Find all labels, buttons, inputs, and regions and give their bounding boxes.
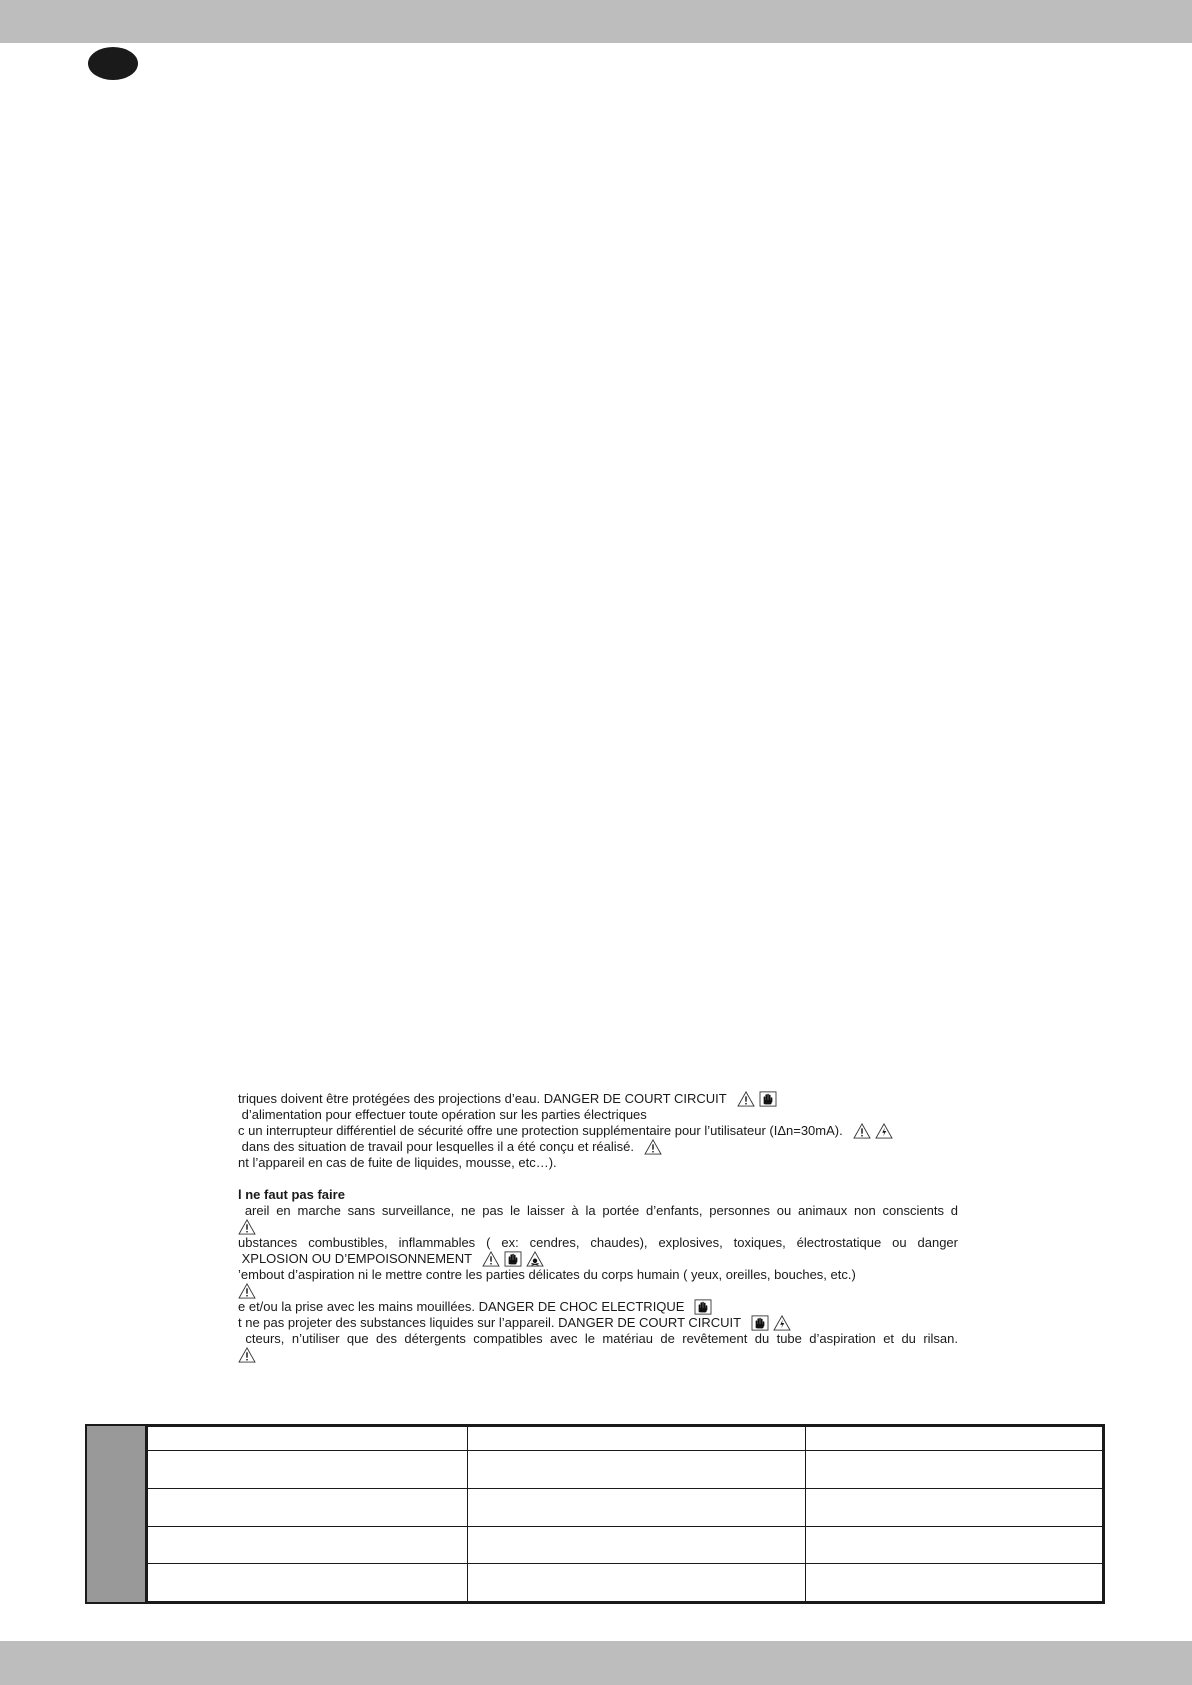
line-text: t ne pas projeter des substances liquides sur l’appareil. DANGER DE COURT CIRCUIT	[238, 1315, 742, 1330]
text-line	[238, 1219, 958, 1235]
table-cell	[806, 1564, 1103, 1602]
bottom-footer-bar	[0, 1641, 1192, 1685]
hand-square-icon	[759, 1091, 777, 1107]
table-row	[148, 1427, 1103, 1451]
table-cell	[806, 1526, 1103, 1564]
text-line	[238, 1251, 958, 1267]
warning-triangle-icon	[238, 1283, 256, 1299]
table-cell	[468, 1427, 806, 1451]
warning-triangle-icon	[737, 1091, 755, 1107]
warning-triangle-icon	[238, 1219, 256, 1235]
hazard-icons	[853, 1123, 893, 1139]
table-cell	[148, 1488, 468, 1526]
text-line	[238, 1283, 958, 1299]
line-text: c un interrupteur différentiel de sécurité offre une protection supplémentaire pour l’utilisateur (IΔn=30mA).	[238, 1123, 843, 1138]
table-grid	[147, 1426, 1103, 1602]
hazard-icons	[751, 1315, 791, 1331]
hazard-icons	[644, 1139, 662, 1155]
line-text: d’alimentation pour effectuer toute opération sur les parties électriques	[238, 1107, 647, 1122]
table-cell	[148, 1451, 468, 1489]
section-heading: l ne faut pas faire	[238, 1187, 345, 1202]
text-line	[238, 1347, 958, 1363]
language-badge	[88, 47, 138, 80]
line-text: ubstances combustibles, inflammables ( ex: cendres, chaudes), explosives, toxiques, électrostatique ou danger	[238, 1235, 958, 1250]
table-cell	[148, 1427, 468, 1451]
text-line	[238, 1155, 958, 1171]
text-line	[238, 1107, 958, 1123]
line-text: ’embout d’aspiration ni le mettre contre les parties délicates du corps humain ( yeux, oreilles, bouches, etc.)	[238, 1267, 856, 1282]
table-cell	[148, 1526, 468, 1564]
line-text: nt l’appareil en cas de fuite de liquides, mousse, etc…).	[238, 1155, 557, 1170]
table-cell	[468, 1564, 806, 1602]
table-row	[148, 1451, 1103, 1489]
line-text: e et/ou la prise avec les mains mouillées. DANGER DE CHOC ELECTRIQUE	[238, 1299, 685, 1314]
hazard-icons	[238, 1347, 256, 1363]
warning-triangle-icon	[238, 1347, 256, 1363]
text-line	[238, 1139, 958, 1155]
lightning-triangle-icon	[875, 1123, 893, 1139]
text-line	[238, 1299, 958, 1315]
warning-triangle-icon	[644, 1139, 662, 1155]
lightning-triangle-icon	[773, 1315, 791, 1331]
text-line	[238, 1123, 958, 1139]
text-line	[238, 1331, 958, 1347]
hazard-icons	[694, 1299, 712, 1315]
warning-triangle-icon	[853, 1123, 871, 1139]
table-row	[148, 1488, 1103, 1526]
table-cell	[468, 1451, 806, 1489]
text-line	[238, 1235, 958, 1251]
table-side-label	[87, 1426, 147, 1602]
text-line	[238, 1315, 958, 1331]
specification-table	[85, 1424, 1105, 1604]
line-text: dans des situation de travail pour lesquelles il a été conçu et réalisé.	[238, 1139, 635, 1154]
table-cell	[806, 1488, 1103, 1526]
table-cell	[148, 1564, 468, 1602]
table-cell	[806, 1427, 1103, 1451]
spacer	[238, 1171, 958, 1187]
warning-triangle-icon	[482, 1251, 500, 1267]
safety-instructions	[238, 1091, 958, 1363]
hazard-icons	[482, 1251, 544, 1267]
skull-triangle-icon	[526, 1251, 544, 1267]
hand-square-icon	[751, 1315, 769, 1331]
text-line	[238, 1267, 958, 1283]
table-row	[148, 1526, 1103, 1564]
table-row	[148, 1564, 1103, 1602]
text-line	[238, 1091, 958, 1107]
line-text: cteurs, n’utiliser que des détergents compatibles avec le matériau de revêtement du tube d’aspiration et du rilsan.	[238, 1331, 958, 1346]
hazard-icons	[737, 1091, 777, 1107]
top-header-bar	[0, 0, 1192, 43]
line-text: areil en marche sans surveillance, ne pas le laisser à la portée d’enfants, personnes ou animaux non conscients d	[238, 1203, 958, 1218]
hazard-icons	[238, 1219, 256, 1235]
hazard-icons	[238, 1283, 256, 1299]
line-text: triques doivent être protégées des projections d’eau. DANGER DE COURT CIRCUIT	[238, 1091, 727, 1106]
hand-square-icon	[694, 1299, 712, 1315]
table-cell	[468, 1488, 806, 1526]
text-line	[238, 1203, 958, 1219]
line-text: XPLOSION OU D’EMPOISONNEMENT	[238, 1251, 473, 1266]
table-cell	[468, 1526, 806, 1564]
table-cell	[806, 1451, 1103, 1489]
hand-square-icon	[504, 1251, 522, 1267]
